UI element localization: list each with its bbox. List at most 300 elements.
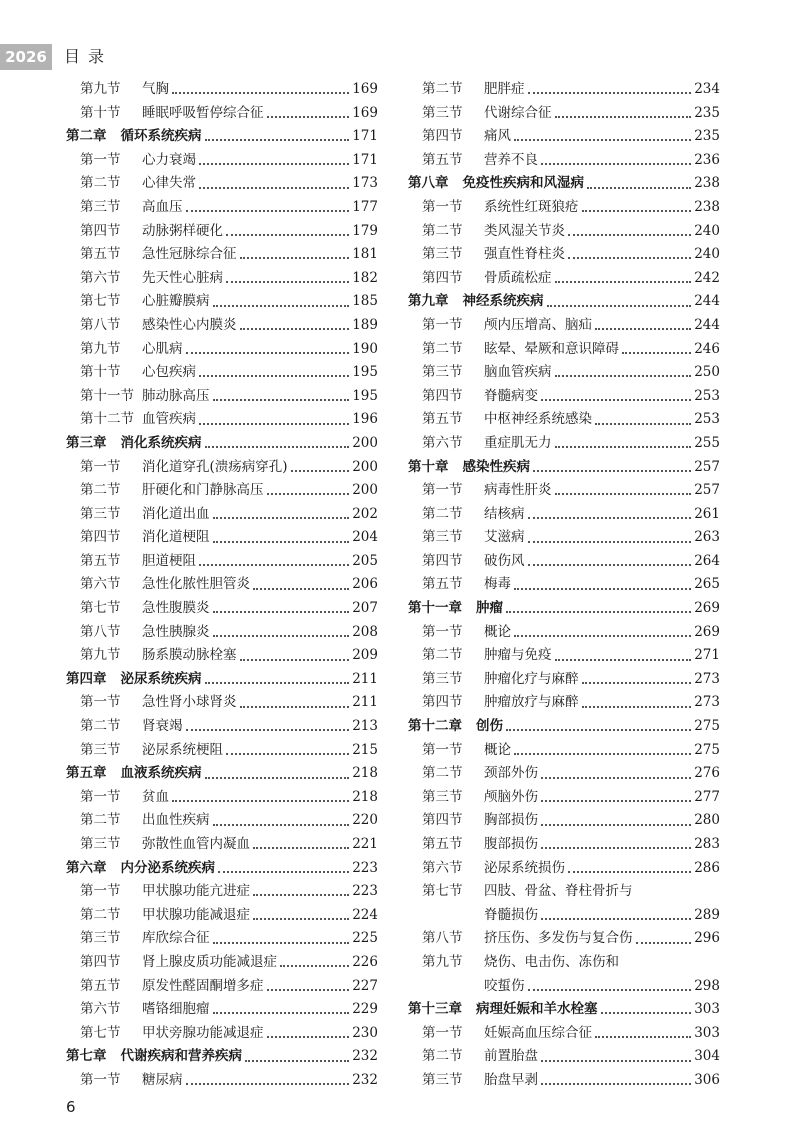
entry-title: 眩晕、晕厥和意识障碍 [484,340,619,357]
entry-label: 第三节 [80,198,121,215]
entry-label: 第四节 [80,953,121,970]
dot-leader [568,256,691,259]
entry-label: 第二节 [80,906,121,923]
entry-label: 第四节 [80,222,121,239]
entry-label: 第十一节 [80,387,134,404]
entry-title: 甲状腺功能亢进症 [142,883,250,900]
dot-leader [582,681,692,684]
entry-title: 重症肌无力 [484,434,552,451]
toc-section-entry [408,951,720,975]
entry-label: 第九节 [80,340,121,357]
entry-title: 结核病 [484,505,525,522]
entry-title: 脊髓病变 [484,387,538,404]
toc-chapter-entry [66,668,378,692]
entry-title: 烧伤、电击伤、冻伤和 [484,953,619,970]
entry-title: 创伤 [476,718,503,735]
entry-page-number: 189 [352,316,378,333]
toc-section-entry [408,125,720,149]
dot-leader [514,587,691,590]
entry-label: 第六节 [80,269,121,286]
dot-leader [541,398,691,401]
entry-label: 第十章 [408,458,449,475]
entry-label: 第一节 [80,1071,121,1088]
toc-section-entry [408,975,720,999]
dot-leader [267,1035,350,1038]
entry-title: 骨质疏松症 [484,269,552,286]
entry-label: 第三节 [422,246,463,263]
toc-section-entry [408,762,720,786]
entry-page-number: 200 [352,434,378,451]
entry-label: 第二章 [66,128,107,145]
entry-title: 贫血 [142,788,169,805]
toc-section-entry [66,927,378,951]
entry-page-number: 275 [694,741,720,758]
dot-leader [280,964,349,967]
toc-section-entry [66,385,378,409]
page-header [0,44,800,70]
entry-title: 动脉粥样硬化 [142,222,223,239]
entry-label: 第四节 [422,694,463,711]
entry-page-number: 273 [694,670,720,687]
dot-leader [528,91,692,94]
entry-label: 第五节 [80,246,121,263]
dot-leader [595,422,691,425]
entry-page-number: 223 [352,859,378,876]
toc-section-entry [408,526,720,550]
entry-label: 第六节 [422,434,463,451]
entry-title: 内分泌系统疾病 [120,859,215,876]
entry-title: 急性腹膜炎 [142,600,210,617]
entry-label: 第二节 [80,718,121,735]
entry-page-number: 225 [352,930,378,947]
entry-label: 第六节 [80,1001,121,1018]
dot-leader [267,115,350,118]
entry-label: 第八节 [80,316,121,333]
toc-section-entry [408,361,720,385]
entry-label: 第一节 [80,883,121,900]
entry-page-number: 273 [694,694,720,711]
dot-leader [213,610,350,613]
toc-section-entry [408,668,720,692]
dot-leader [528,516,692,519]
dot-leader [533,469,691,472]
entry-label: 第九章 [408,293,449,310]
toc-section-entry [408,78,720,102]
toc-chapter-entry [408,597,720,621]
toc-section-entry [408,857,720,881]
toc-section-entry [66,78,378,102]
toc-section-entry [66,196,378,220]
entry-title: 营养不良 [484,151,538,168]
dot-leader [213,941,350,944]
toc-chapter-entry [66,857,378,881]
toc-column-right [408,78,720,1093]
toc-section-entry [408,1022,720,1046]
entry-title: 颅内压增高、脑疝 [484,316,592,333]
dot-leader [541,846,691,849]
toc-section-entry [66,621,378,645]
dot-leader [568,233,691,236]
entry-page-number: 230 [352,1024,378,1041]
toc-section-entry [66,220,378,244]
dot-leader [218,870,349,873]
toc-section-entry [66,904,378,928]
entry-page-number: 244 [694,316,720,333]
entry-label: 第二节 [422,222,463,239]
entry-title: 心力衰竭 [142,151,196,168]
entry-page-number: 253 [694,387,720,404]
entry-page-number: 235 [694,104,720,121]
entry-title: 梅毒 [484,576,511,593]
dot-leader [528,540,692,543]
toc-section-entry [66,172,378,196]
entry-label: 第三章 [66,434,107,451]
toc-section-entry [408,1069,720,1093]
entry-label: 第三节 [422,529,463,546]
entry-title: 睡眠呼吸暂停综合征 [142,104,264,121]
entry-title: 妊娠高血压综合征 [484,1024,592,1041]
toc-section-entry [66,1022,378,1046]
entry-page-number: 209 [352,647,378,664]
entry-title: 前置胎盘 [484,1048,538,1065]
dot-leader [541,162,691,165]
toc-section-entry [408,1045,720,1069]
entry-title: 胸部损伤 [484,812,538,829]
entry-title: 代谢综合征 [484,104,552,121]
dot-leader [186,728,350,731]
dot-leader [199,422,349,425]
dot-leader [205,681,350,684]
entry-label: 第六节 [80,576,121,593]
entry-label: 第二节 [80,175,121,192]
toc-section-entry [66,833,378,857]
header-title: 目录 [64,47,113,66]
toc-chapter-entry [408,456,720,480]
entry-page-number: 229 [352,1001,378,1018]
dot-leader [555,445,692,448]
entry-label: 第七节 [422,883,463,900]
toc-section-entry [66,644,378,668]
entry-page-number: 240 [694,246,720,263]
entry-title: 弥散性血管内凝血 [142,836,250,852]
entry-title: 心脏瓣膜病 [142,293,210,310]
dot-leader [601,1011,692,1014]
toc-chapter-entry [408,715,720,739]
entry-page-number: 202 [352,505,378,522]
entry-page-number: 286 [694,859,720,876]
entry-title: 血管疾病 [142,411,196,428]
entry-title: 先天性心脏病 [142,269,223,286]
entry-page-number: 269 [694,600,720,617]
dot-leader [226,280,349,283]
entry-label: 第五节 [422,411,463,428]
entry-page-number: 218 [352,788,378,805]
toc-section-entry [66,408,378,432]
entry-page-number: 215 [352,741,378,758]
toc-section-entry [408,220,720,244]
entry-label: 第二节 [80,482,121,499]
entry-label: 第二节 [422,340,463,357]
toc-section-entry [408,385,720,409]
toc-section-entry [66,998,378,1022]
entry-label: 第四节 [422,387,463,404]
dot-leader [213,1011,350,1014]
dot-leader [213,634,350,637]
entry-title: 颈部外伤 [484,765,538,782]
dot-leader [267,988,350,991]
toc-chapter-entry [408,172,720,196]
entry-label: 第二节 [422,1048,463,1065]
entry-label: 第七章 [66,1048,107,1065]
entry-page-number: 169 [352,104,378,121]
dot-leader [253,587,349,590]
entry-title: 感染性心内膜炎 [142,316,237,333]
dot-leader [240,256,350,259]
entry-page-number: 246 [694,340,720,357]
entry-label: 第一节 [80,788,121,805]
entry-page-number: 261 [694,505,720,522]
toc-section-entry [408,880,720,904]
entry-label: 第一节 [80,458,121,475]
entry-page-number: 263 [694,529,720,546]
dot-leader [555,280,692,283]
toc-section-entry [66,149,378,173]
toc-section-entry [408,833,720,857]
page-number: 6 [66,1098,76,1116]
entry-label: 第四章 [66,670,107,687]
toc-section-entry [408,314,720,338]
dot-leader [528,563,692,566]
entry-label: 第十三章 [408,1001,462,1018]
entry-page-number: 226 [352,953,378,970]
entry-title: 感染性疾病 [462,458,530,475]
toc-chapter-entry [66,125,378,149]
entry-label: 第八节 [422,930,463,947]
entry-page-number: 257 [694,482,720,499]
entry-label: 第一节 [422,316,463,333]
entry-title: 破伤风 [484,552,525,569]
toc-section-entry [408,503,720,527]
dot-leader [172,91,349,94]
toc-section-entry [408,691,720,715]
entry-label: 第八节 [80,623,121,640]
entry-title: 甲状旁腺功能减退症 [142,1024,264,1041]
dot-leader [291,469,350,472]
entry-title: 中枢神经系统感染 [484,411,592,428]
toc-section-entry [66,361,378,385]
entry-title: 脊髓损伤 [484,906,538,923]
entry-page-number: 204 [352,529,378,546]
dot-leader [582,209,692,212]
entry-page-number: 171 [352,128,378,145]
entry-label: 第三节 [422,670,463,687]
toc-section-entry [66,1069,378,1093]
entry-title: 肿瘤与免疫 [484,647,552,664]
entry-page-number: 185 [352,293,378,310]
entry-page-number: 275 [694,718,720,735]
entry-page-number: 271 [694,647,720,664]
entry-page-number: 269 [694,623,720,640]
entry-title: 高血压 [142,198,183,215]
entry-title: 咬蜇伤 [484,977,525,994]
toc-section-entry [408,809,720,833]
dot-leader [199,186,349,189]
entry-title: 概论 [484,623,511,640]
toc-section-entry [66,809,378,833]
entry-page-number: 303 [694,1024,720,1041]
entry-title: 概论 [484,741,511,758]
toc-chapter-entry [408,290,720,314]
entry-page-number: 234 [694,81,720,97]
dot-leader [541,1059,691,1062]
entry-label: 第一节 [422,623,463,640]
entry-page-number: 220 [352,812,378,829]
dot-leader [213,516,350,519]
entry-label: 第五节 [422,151,463,168]
entry-page-number: 181 [352,246,378,263]
entry-title: 痛风 [484,128,511,145]
dot-leader [267,492,350,495]
entry-page-number: 244 [694,293,720,310]
entry-label: 第五节 [80,552,121,569]
toc-section-entry [408,621,720,645]
entry-page-number: 265 [694,576,720,593]
dot-leader [541,1082,691,1085]
entry-page-number: 298 [694,977,720,994]
dot-leader [568,870,691,873]
entry-title: 消化道穿孔(溃疡病穿孔) [142,458,288,475]
entry-page-number: 206 [352,576,378,593]
entry-label: 第三节 [80,930,121,947]
toc-section-entry [408,644,720,668]
dot-leader [253,917,349,920]
entry-page-number: 257 [694,458,720,475]
toc-section-entry [66,597,378,621]
entry-label: 第三节 [422,788,463,805]
dot-leader [528,988,692,991]
entry-title: 肾上腺皮质功能减退症 [142,953,277,970]
toc-section-entry [408,149,720,173]
entry-title: 艾滋病 [484,529,525,546]
toc-section-entry [408,739,720,763]
entry-label: 第十节 [80,104,121,121]
toc-section-entry [66,550,378,574]
toc-section-entry [408,243,720,267]
entry-title: 四肢、骨盆、脊柱骨折与 [484,883,633,900]
dot-leader [245,1059,349,1062]
entry-label: 第四节 [422,812,463,829]
dot-leader [205,138,350,141]
entry-page-number: 238 [694,198,720,215]
dot-leader [226,233,349,236]
dot-leader [186,1082,350,1085]
entry-title: 库欣综合征 [142,930,210,947]
entry-title: 病毒性肝炎 [484,482,552,499]
entry-label: 第八章 [408,175,449,192]
entry-title: 糖尿病 [142,1071,183,1088]
entry-page-number: 190 [352,340,378,357]
toc-section-entry [66,715,378,739]
entry-page-number: 224 [352,906,378,923]
entry-label: 第三节 [422,364,463,381]
dot-leader [582,705,692,708]
entry-label: 第五节 [80,977,121,994]
entry-page-number: 296 [694,930,720,947]
entry-title: 心律失常 [142,175,196,192]
toc-section-entry [408,904,720,928]
entry-page-number: 221 [352,836,378,852]
toc-section-entry [408,267,720,291]
toc-section-entry [66,243,378,267]
entry-title: 类风湿关节炎 [484,222,565,239]
entry-label: 第二节 [80,812,121,829]
entry-page-number: 306 [694,1071,720,1088]
entry-page-number: 205 [352,552,378,569]
toc-section-entry [66,739,378,763]
toc-section-entry [408,102,720,126]
dot-leader [541,776,691,779]
dot-leader [506,610,691,613]
entry-label: 第九节 [422,953,463,970]
dot-leader [240,705,350,708]
dot-leader [199,162,349,165]
entry-title: 消化系统疾病 [120,434,202,451]
toc-section-entry [408,196,720,220]
dot-leader [555,115,692,118]
dot-leader [555,492,692,495]
entry-title: 肝硬化和门静脉高压 [142,482,264,499]
dot-leader [253,893,349,896]
toc-section-entry [66,975,378,999]
dot-leader [172,799,349,802]
toc-section-entry [408,573,720,597]
entry-label: 第十二章 [408,718,462,735]
entry-label: 第二节 [422,81,463,97]
entry-label: 第五节 [422,836,463,852]
toc-section-entry [66,880,378,904]
entry-title: 强直性脊柱炎 [484,246,565,263]
entry-title: 急性化脓性胆管炎 [142,576,250,593]
dot-leader [514,634,691,637]
toc-column-left [66,78,378,1093]
entry-title: 病理妊娠和羊水栓塞 [476,1001,598,1018]
dot-leader [514,138,691,141]
entry-page-number: 253 [694,411,720,428]
entry-title: 肠系膜动脉栓塞 [142,647,237,664]
entry-label: 第三节 [80,505,121,522]
entry-page-number: 213 [352,718,378,735]
toc-section-entry [408,786,720,810]
entry-page-number: 227 [352,977,378,994]
entry-label: 第十一章 [408,600,462,617]
entry-title: 肾衰竭 [142,718,183,735]
entry-title: 循环系统疾病 [120,128,202,145]
dot-leader [199,374,349,377]
toc-chapter-entry [66,432,378,456]
entry-page-number: 169 [352,81,378,97]
entry-title: 急性胰腺炎 [142,623,210,640]
entry-label: 第一节 [80,694,121,711]
entry-title: 胆道梗阻 [142,552,196,569]
entry-page-number: 171 [352,151,378,168]
toc-section-entry [408,927,720,951]
entry-title: 急性冠脉综合征 [142,246,237,263]
entry-page-number: 235 [694,128,720,145]
entry-title: 颅脑外伤 [484,788,538,805]
dot-leader [199,563,349,566]
dot-leader [547,304,692,307]
entry-page-number: 211 [352,694,378,711]
